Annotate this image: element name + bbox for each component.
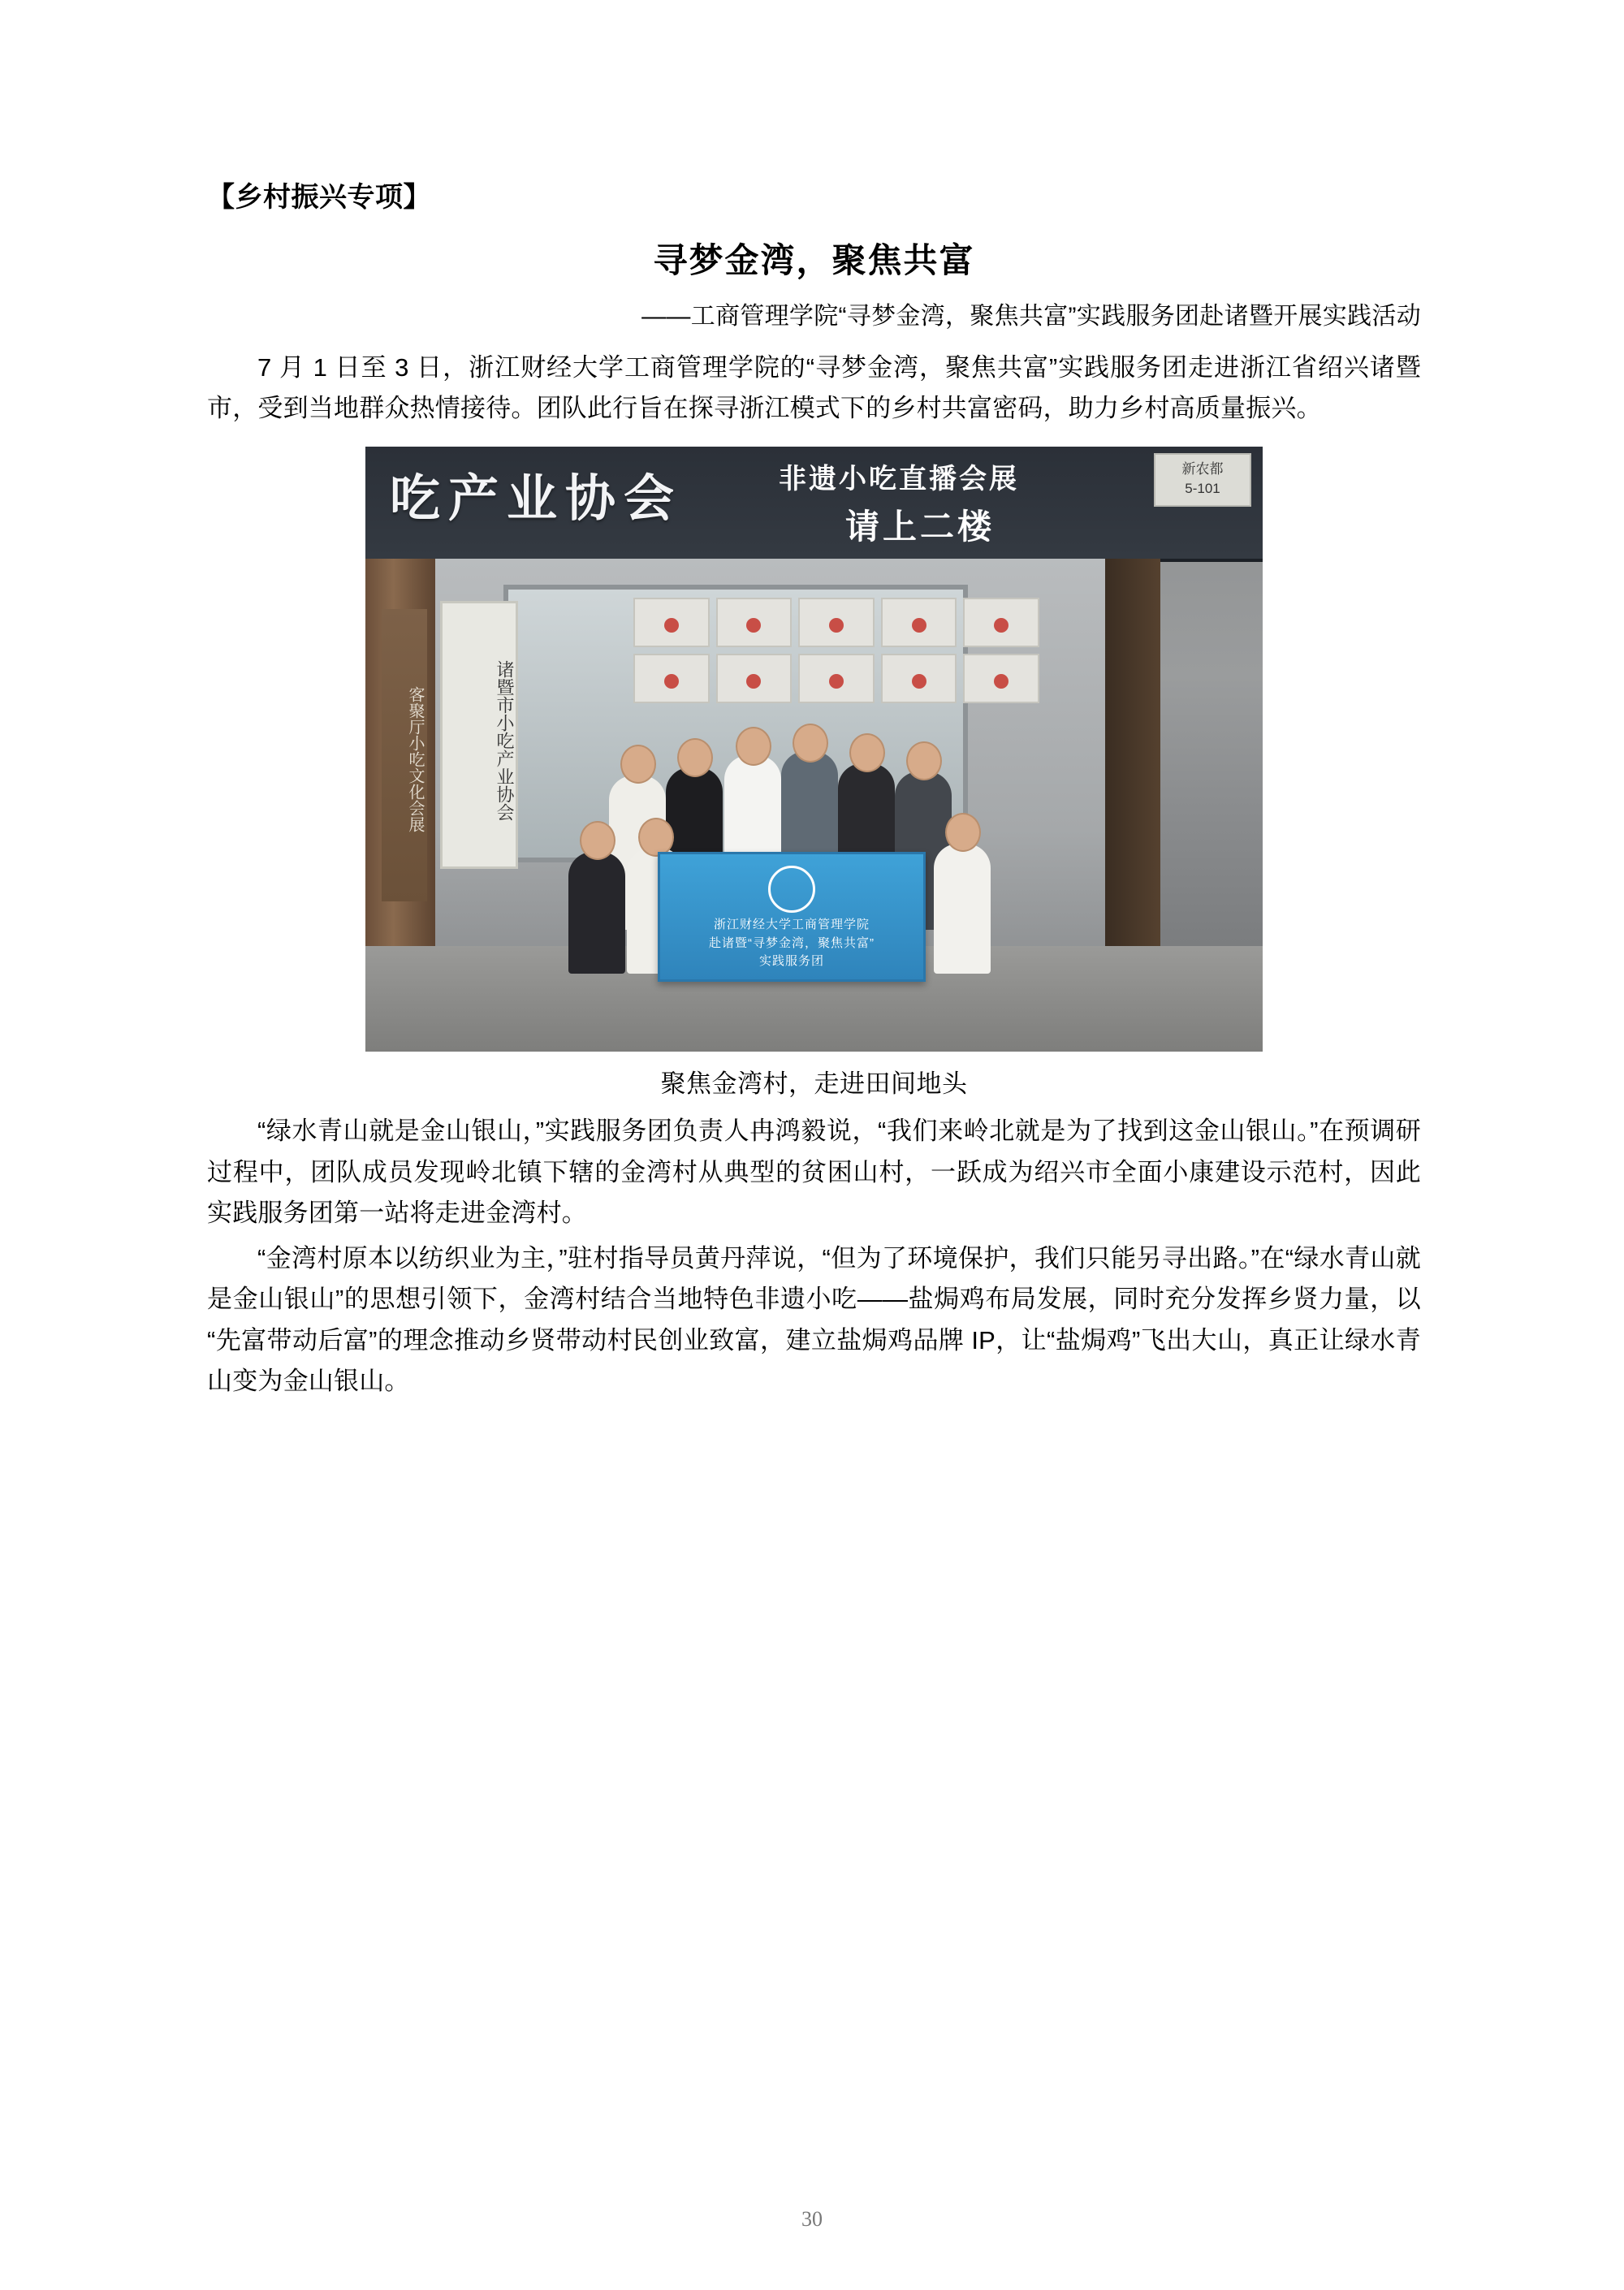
right-small-sign — [1154, 453, 1251, 507]
page-title: 寻梦金湾，聚焦共富 — [653, 241, 975, 279]
photo-side-vertical-strip: 客聚厅小吃文化会展 — [382, 609, 427, 901]
group-photo — [365, 447, 1263, 1052]
right-small-sign-line2: 5-101 — [1185, 481, 1220, 497]
plaque — [716, 654, 793, 703]
university-logo-icon — [768, 866, 815, 913]
banner-line-3: 实践服务团 — [758, 954, 824, 969]
plaque — [633, 654, 710, 703]
page-number: 30 — [801, 2207, 823, 2231]
plaque — [881, 654, 957, 703]
plaque — [963, 598, 1039, 647]
photo-team-banner — [658, 852, 926, 982]
figure-caption: 聚焦金湾村，走进田间地头 — [660, 1069, 968, 1099]
photo-person — [934, 844, 991, 974]
banner-line-1: 浙江财经大学工商管理学院 — [713, 918, 870, 932]
plaque — [798, 654, 875, 703]
paragraph-3: “金湾村原本以纺织业为主，”驻村指导员黄丹萍说，“但为了环境保护，我们只能另寻出路。”在“绿水青山就是金山银山”的思想引领下，金湾村结合当地特色非遗小吃——盐焗鸡布局发展，同时充分发挥乡贤力量，以“先富带动后富”的理念推动乡贤带动村民创业致富，建立盐焗鸡品牌 IP，让“盐焗鸡”飞出大山，真正让绿水青山变为金山银山。 — [207, 1244, 1421, 1395]
article-subtitle: ——工商管理学院“寻梦金湾，聚焦共富”实践服务团赴诸暨开展实践活动 — [641, 303, 1421, 330]
photo-association-vertical-sign: 诸暨市小吃产业协会 — [440, 601, 518, 869]
photo-person — [568, 852, 625, 974]
shop-sign-sub-line2: 请上二楼 — [844, 508, 995, 547]
shop-sign-sub-line1: 非遗小吃直播会展 — [779, 464, 1019, 495]
paragraph-1: 7 月 1 日至 3 日，浙江财经大学工商管理学院的“寻梦金湾，聚焦共富”实践服务团走进浙江省绍兴诸暨市，受到当地群众热情接待。团队此行旨在探寻浙江模式下的乡村共富密码，助力乡村高质量振兴。 — [207, 353, 1421, 423]
banner-line-2: 赴诸暨“寻梦金湾，聚焦共富” — [709, 935, 875, 950]
right-small-sign-line1: 新农都 — [1181, 461, 1224, 477]
photo-shop-signboard — [365, 447, 1263, 562]
photo-plaque-wall — [633, 598, 1039, 703]
shop-sign-main-text: 吃产业协会 — [390, 471, 683, 528]
figure-block — [207, 447, 1421, 1100]
plaque — [798, 598, 875, 647]
plaque — [881, 598, 957, 647]
paragraph-2: “绿水青山就是金山银山，”实践服务团负责人冉鸿毅说，“我们来岭北就是为了找到这金山银山。”在预调研过程中，团队成员发现岭北镇下辖的金湾村从典型的贫困山村，一跃成为绍兴市全面小康建设示范村，因此实践服务团第一站将走进金湾村。 — [207, 1117, 1421, 1227]
plaque — [963, 654, 1039, 703]
category-tag: 【乡村振兴专项】 — [207, 182, 431, 213]
document-content — [207, 175, 1421, 1406]
plaque — [716, 598, 793, 647]
plaque — [633, 598, 710, 647]
